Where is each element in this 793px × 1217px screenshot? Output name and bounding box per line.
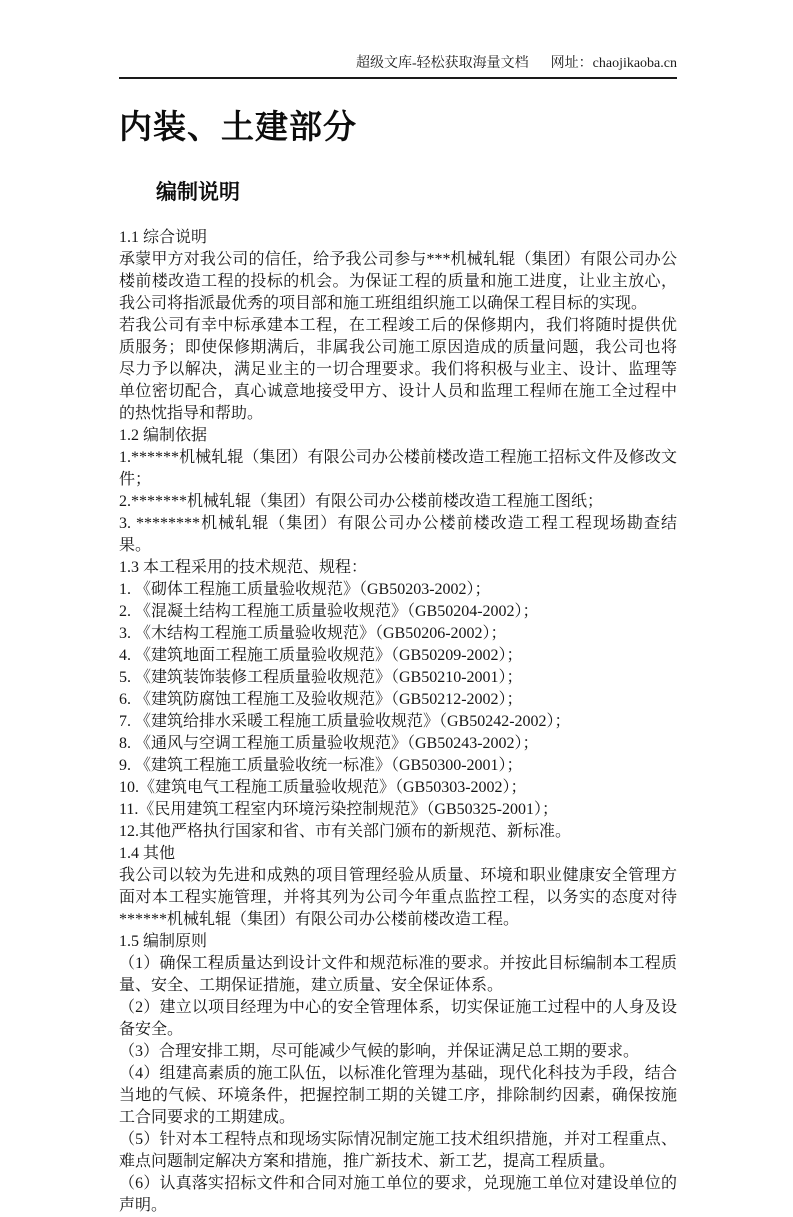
body-paragraph: 9. 《建筑工程施工质量验收统一标准》（GB50300-2001）； <box>119 757 523 774</box>
body-paragraph: 2.*******机械轧辊（集团）有限公司办公楼前楼改造工程施工图纸； <box>119 493 604 510</box>
body-paragraph: 1.******机械轧辊（集团）有限公司办公楼前楼改造工程施工招标文件及修改文件； <box>119 449 677 488</box>
site-url: chaojikaoba.cn <box>592 56 677 71</box>
body-paragraph: 10.《建筑电气工程施工质量验收规范》（GB50303-2002）； <box>119 779 527 796</box>
body-paragraph: 11.《民用建筑工程室内环境污染控制规范》（GB50325-2001）； <box>119 801 558 818</box>
body-paragraph: （5）针对本工程特点和现场实际情况制定施工技术组织措施，并对工程重点、难点问题制定解决方案和措施，推广新技术、新工艺，提高工程质量。 <box>119 1131 677 1170</box>
body-paragraph: 承蒙甲方对我公司的信任，给予我公司参与***机械轧辊（集团）有限公司办公楼前楼改造工程的投标的机会。为保证工程的质量和施工进度，让业主放心，我公司将指派最优秀的项目部和施工班组组织施工以确保工程目标的实现。 <box>119 251 677 312</box>
body-paragraph: 1.5 编制原则 <box>119 933 208 950</box>
page-header <box>119 0 677 79</box>
body-paragraph: 6. 《建筑防腐蚀工程施工及验收规范》（GB50212-2002）； <box>119 691 523 708</box>
body-paragraph: 7. 《建筑给排水采暖工程施工质量验收规范》（GB50242-2002）； <box>119 713 571 730</box>
body-paragraph: （6）认真落实招标文件和合同对施工单位的要求，兑现施工单位对建设单位的声明。 <box>119 1175 677 1214</box>
body-paragraph: （4）组建高素质的施工队伍，以标准化管理为基础，现代化科技为手段，结合当地的气候、环境条件，把握控制工期的关键工序，排除制约因素，确保按施工合同要求的工期建成。 <box>119 1065 677 1126</box>
body-paragraph: 1.1 综合说明 <box>119 229 208 246</box>
body-paragraph: 3. ********机械轧辊（集团）有限公司办公楼前楼改造工程工程现场勘查结果。 <box>119 515 677 554</box>
body-paragraph: 2. 《混凝土结构工程施工质量验收规范》（GB50204-2002）； <box>119 603 539 620</box>
site-url-label: 网址： <box>550 56 593 71</box>
body-paragraph: （3）合理安排工期，尽可能减少气候的影响，并保证满足总工期的要求。 <box>119 1043 640 1060</box>
body-paragraph: 5. 《建筑装饰装修工程质量验收规范》（GB50210-2001）； <box>119 669 523 686</box>
body-paragraph: 若我公司有幸中标承建本工程，在工程竣工后的保修期内，我们将随时提供优质服务；即使保修期满后，非属我公司施工原因造成的质量问题，我公司也将尽力予以解决，满足业主的一切合理要求。我们将积极与业主、设计、监理等单位密切配合，真心诚意地接受甲方、设计人员和监理工程师在施工全过程中的热忱指导和帮助。 <box>119 317 677 422</box>
body-paragraph: 4. 《建筑地面工程施工质量验收规范》（GB50209-2002）； <box>119 647 523 664</box>
body-paragraph: 8. 《通风与空调工程施工质量验收规范》（GB50243-2002）； <box>119 735 539 752</box>
document-subtitle: 编制说明 <box>156 180 240 204</box>
body-paragraph: （2）建立以项目经理为中心的安全管理体系，切实保证施工过程中的人身及设备安全。 <box>119 999 677 1038</box>
site-tagline: 超级文库-轻松获取海量文档 <box>355 56 529 71</box>
document-body <box>119 227 677 1217</box>
body-paragraph: 1.3 本工程采用的技术规范、规程： <box>119 559 368 576</box>
body-paragraph: （1）确保工程质量达到设计文件和规范标准的要求。并按此目标编制本工程质量、安全、工期保证措施，建立质量、安全保证体系。 <box>119 955 677 994</box>
body-paragraph: 1. 《砌体工程施工质量验收规范》（GB50203-2002）； <box>119 581 491 598</box>
body-paragraph: 12.其他严格执行国家和省、市有关部门颁布的新规范、新标准。 <box>119 823 572 840</box>
body-paragraph: 1.2 编制依据 <box>119 427 208 444</box>
document-title: 内装、土建部分 <box>119 110 357 146</box>
body-paragraph: 1.4 其他 <box>119 845 176 862</box>
body-paragraph: 3. 《木结构工程施工质量验收规范》（GB50206-2002）； <box>119 625 507 642</box>
body-paragraph: 我公司以较为先进和成熟的项目管理经验从质量、环境和职业健康安全管理方面对本工程实施管理，并将其列为公司今年重点监控工程，以务实的态度对待******机械轧辊（集团）有限公司办公楼前楼改造工程。 <box>119 867 677 928</box>
